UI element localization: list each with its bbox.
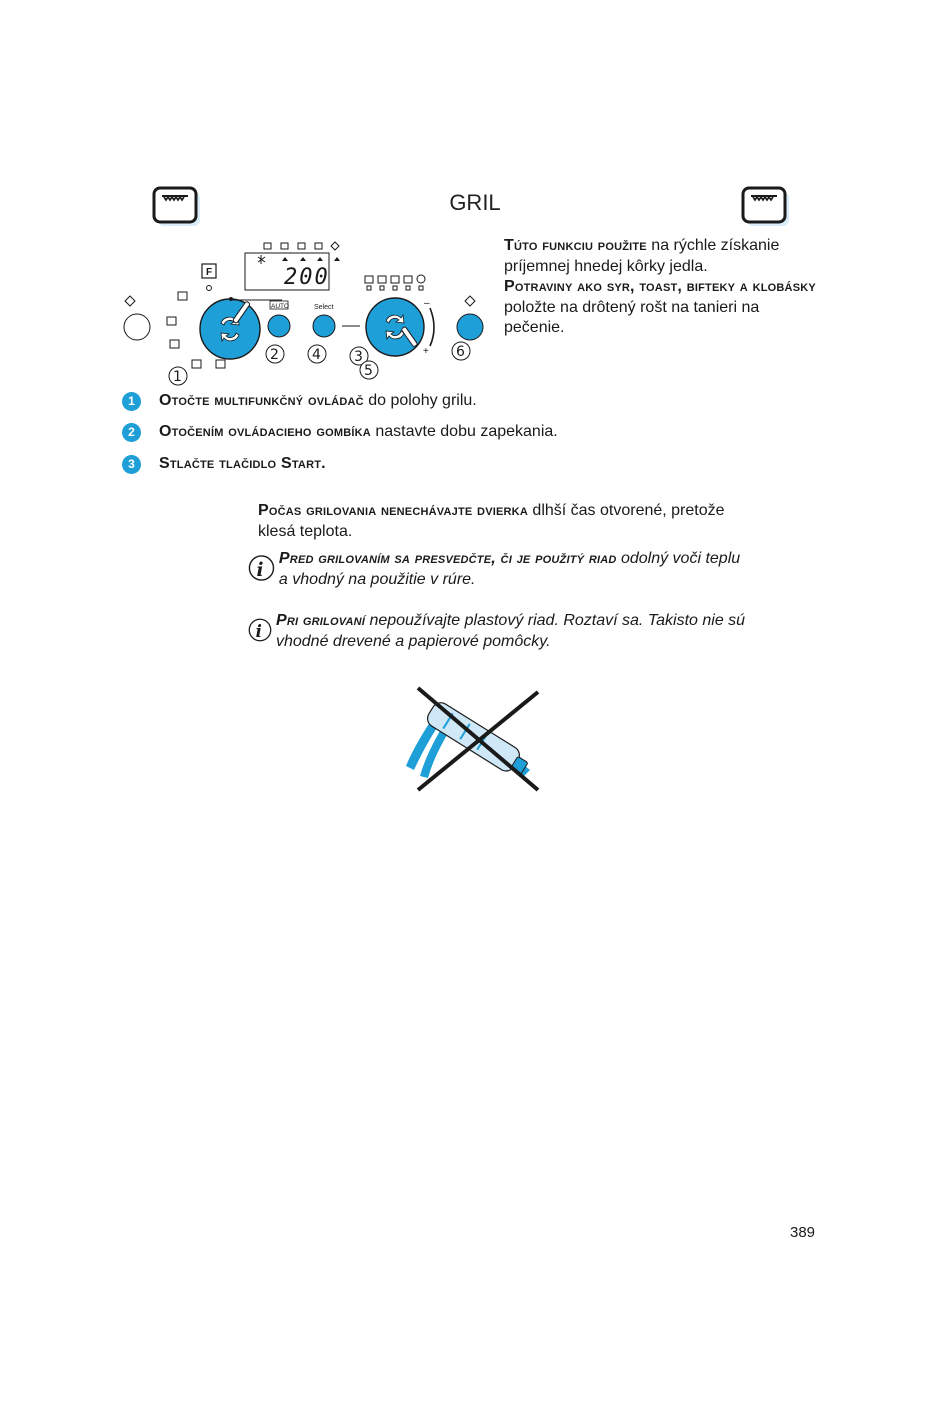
step-sc: Otočením ovládacieho gombíka xyxy=(159,423,371,440)
callout-1: 1 xyxy=(173,369,182,385)
oven-grill-icon xyxy=(152,186,200,226)
display-digits: 200 xyxy=(284,265,330,290)
step-badge: 3 xyxy=(122,455,141,474)
step-1 xyxy=(122,390,477,412)
info-icon xyxy=(248,611,272,649)
callout-2: 2 xyxy=(270,347,279,363)
intro-lead-text: na rýchle získanie príjemnej hnedej kôrky jedla. xyxy=(504,237,780,275)
callout-4: 4 xyxy=(312,347,321,363)
callout-6: 6 xyxy=(456,344,465,360)
crossed-plastic-bottle-icon xyxy=(404,686,544,792)
note-2 xyxy=(248,611,748,652)
callout-3: 3 xyxy=(354,349,363,365)
note-sc: Pred grilovaním sa presvedčte, či je použitý riad xyxy=(278,550,617,567)
oven-grill-icon xyxy=(741,186,789,226)
intro-lead: Túto funkciu použite xyxy=(504,237,647,254)
step-text: nastavte dobu zapekania. xyxy=(370,423,558,440)
warning-text: dlhší čas otvorené, pretože klesá teplota. xyxy=(258,502,725,540)
note-1 xyxy=(248,549,748,590)
step-sc: Stlačte tlačidlo Start. xyxy=(159,455,326,472)
step-badge: 1 xyxy=(122,392,141,411)
svg-text:i: i xyxy=(255,621,262,641)
select-label: Select xyxy=(314,304,334,311)
page-title: GRIL xyxy=(449,190,501,215)
control-panel-illustration xyxy=(110,236,500,388)
step-3 xyxy=(122,453,326,475)
auto-label: AUTO xyxy=(271,303,289,310)
note-text: odolný voči teplu a vhodný na použitie v rúre. xyxy=(278,550,741,588)
step-2 xyxy=(122,421,558,443)
svg-text:i: i xyxy=(256,559,264,581)
plus-label: + xyxy=(423,346,429,357)
callout-5: 5 xyxy=(364,363,373,379)
step-sc: Otočte multifunkčný ovládač xyxy=(159,392,364,409)
step-text: do polohy grilu. xyxy=(363,392,477,409)
intro-foods-text: položte na drôtený rošt na tanieri na pečenie. xyxy=(504,298,760,336)
minus-label: – xyxy=(424,298,430,309)
intro-foods: Potraviny ako syr, toast, bifteky a klobásky xyxy=(504,278,816,295)
f-label: F xyxy=(206,267,213,278)
info-icon xyxy=(248,549,275,587)
note-sc: Pri grilovaní xyxy=(275,612,365,629)
warning-paragraph xyxy=(258,500,728,542)
warning-sc: Počas grilovania nenechávajte dvierka xyxy=(258,502,528,519)
intro-paragraph xyxy=(504,236,824,339)
page-number: 389 xyxy=(790,1224,816,1241)
note-text: nepoužívajte plastový riad. Roztaví sa. Takisto nie sú vhodné drevené a papierové pomôcky. xyxy=(275,612,746,650)
step-badge: 2 xyxy=(122,423,141,442)
